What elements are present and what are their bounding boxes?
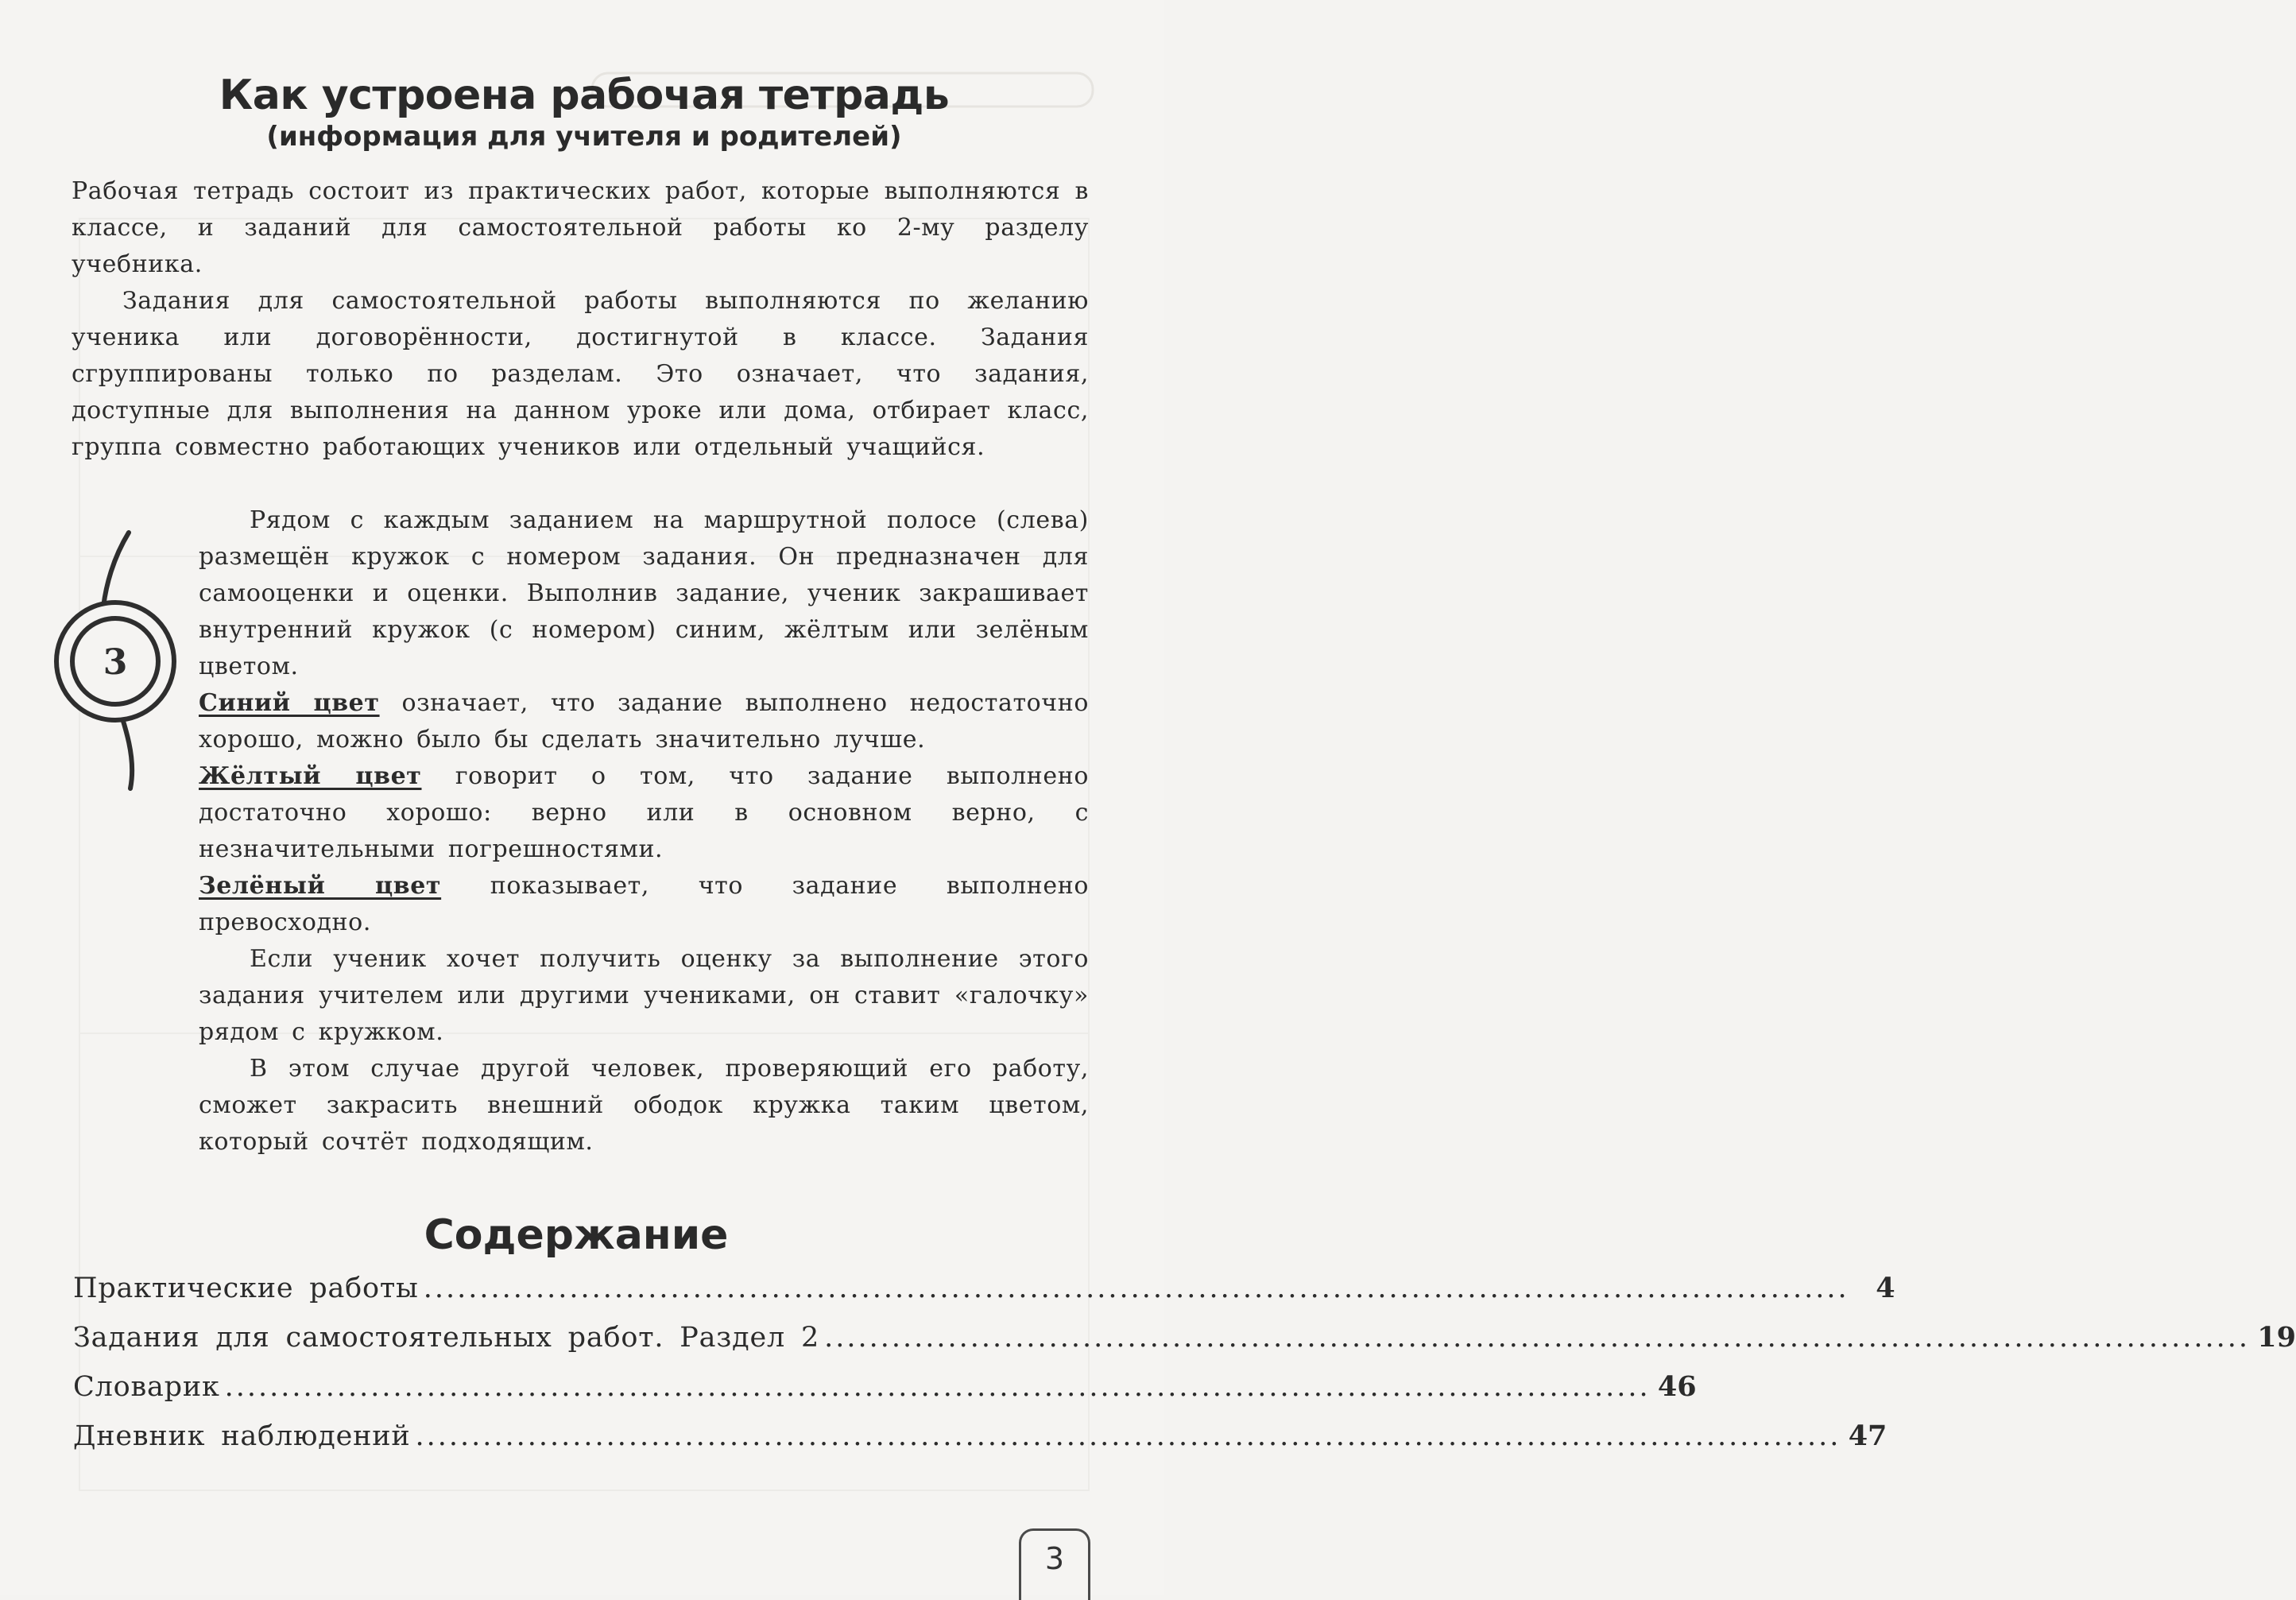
intro-paragraph-1: Рабочая тетрадь состоит из практических работ, которые выполняются в классе, и заданий для самостоятельной работы ко 2-му разделу учебника. bbox=[72, 177, 1089, 278]
blue-color-paragraph bbox=[199, 685, 1089, 758]
toc-item[interactable] bbox=[73, 1321, 2296, 1370]
yellow-color-label: Жёлтый цвет bbox=[199, 762, 422, 790]
intro-paragraph-2: Задания для самостоятельной работы выполняются по желанию ученика или договорённости, достигнутой в классе. Задания сгруппированы только по разделам. Это означает, что задания, доступные для выполнения на данном уроке или дома, отбирает класс, группа совместно работающих учеников или отдельный учащийся. bbox=[72, 287, 1089, 461]
toc-item[interactable] bbox=[73, 1370, 1697, 1420]
task-circle-icon bbox=[49, 526, 184, 792]
explain-paragraph-3: В этом случае другой человек, проверяющий его работу, сможет закрасить внешний ободок кружка таким цветом, который сочтёт подходящим. bbox=[199, 1055, 1089, 1156]
toc-leader-dots: ............................................................................................................................... bbox=[224, 1371, 1651, 1403]
intro-section bbox=[72, 173, 1089, 466]
green-color-text: показывает, что задание выполнено превосходно. bbox=[199, 872, 1089, 936]
green-color-paragraph bbox=[199, 868, 1089, 941]
toc-item-page: 19 bbox=[2257, 1321, 2296, 1354]
page-subtitle: (информация для учителя и родителей) bbox=[266, 121, 902, 153]
yellow-color-text: говорит о том, что задание выполнено достаточно хорошо: верно или в основном верно, с незначительными погрешностями. bbox=[199, 762, 1089, 863]
blue-color-text: означает, что задание выполнено недостаточно хорошо, можно было бы сделать значительно лучше. bbox=[199, 689, 1089, 754]
explain-paragraph-2: Если ученик хочет получить оценку за выполнение этого задания учителем или другими учениками, он ставит «галочку» рядом с кружком. bbox=[199, 945, 1089, 1046]
blue-color-label: Синий цвет bbox=[199, 689, 380, 717]
task-circle-number: 3 bbox=[103, 642, 128, 683]
toc-leader-dots: ............................................................................................................................... bbox=[824, 1322, 2250, 1354]
toc-item-label: Практические работы bbox=[73, 1273, 419, 1304]
yellow-color-paragraph bbox=[199, 758, 1089, 868]
toc-item-page: 47 bbox=[1848, 1420, 1888, 1452]
toc-item[interactable] bbox=[73, 1420, 1888, 1469]
toc-item-page: 46 bbox=[1657, 1370, 1697, 1403]
table-of-contents bbox=[73, 1272, 2296, 1469]
contents-title: Содержание bbox=[424, 1211, 729, 1259]
toc-item[interactable] bbox=[73, 1272, 1895, 1321]
explanation-section bbox=[199, 502, 1089, 1160]
toc-leader-dots: ............................................................................................................................... bbox=[423, 1273, 1849, 1304]
page-number: 3 bbox=[1019, 1528, 1090, 1600]
toc-item-label: Задания для самостоятельных работ. Раздел 2 bbox=[73, 1322, 820, 1354]
toc-leader-dots: ............................................................................................................................... bbox=[415, 1420, 1841, 1452]
toc-item-label: Словарик bbox=[73, 1371, 220, 1403]
explain-paragraph-1: Рядом с каждым заданием на маршрутной полосе (слева) размещён кружок с номером задания. Он предназначен для самооценки и оценки. Выполнив задание, ученик закрашивает внутренний кружок (с номером) синим, жёлтым или зелёным цветом. bbox=[199, 506, 1089, 680]
toc-item-page: 4 bbox=[1876, 1272, 1895, 1304]
toc-item-label: Дневник наблюдений bbox=[73, 1420, 411, 1452]
page-title: Как устроена рабочая тетрадь bbox=[219, 72, 950, 119]
green-color-label: Зелёный цвет bbox=[199, 872, 442, 900]
